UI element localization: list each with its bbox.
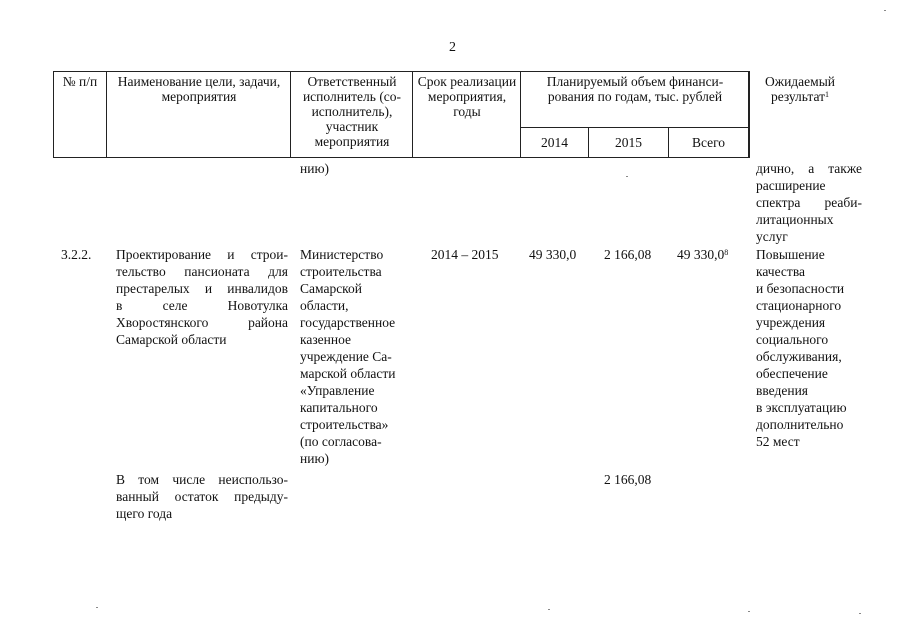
executor-continuation: нию)	[300, 161, 330, 176]
row-number: 3.2.2.	[61, 247, 92, 262]
scan-speck	[884, 10, 886, 11]
header-financing: Планируемый объем финанси- рования по годам, тыс. рублей	[546, 74, 724, 104]
header-executor: Ответственный исполнитель (со- исполнитель), участник мероприятия	[302, 74, 402, 149]
row-executor: Министерство строительства Самарской области, государственное казенное учреждение Са- марской области «Управление капитального строительства» (по согласова- нию)	[300, 247, 396, 466]
subrow-value-2015: 2 166,08	[604, 472, 652, 487]
scan-speck	[96, 607, 98, 608]
footnote-mark: 1	[825, 90, 830, 99]
header-2014: 2014	[541, 135, 568, 150]
scan-speck	[748, 611, 750, 612]
row-result: Повышение качества и безопасности стационарного учреждения социального обслуживания, обеспечение введения в эксплуатацию дополнительно 52 мест	[756, 247, 847, 449]
row-value-2014: 49 330,0	[529, 247, 577, 262]
row-divider	[520, 127, 748, 128]
result-continuation: дично, а также расширение спектра реаби- литационных услуг	[756, 161, 862, 244]
header-term: Срок реализации мероприятия, годы	[417, 74, 517, 119]
scan-speck	[626, 176, 628, 177]
footnote-mark: 8	[724, 248, 729, 257]
header-total: Всего	[691, 135, 726, 150]
row-value-total: 49 330,0$^8$	[677, 247, 729, 262]
header-result: Ожидаемый результат$^1$	[765, 74, 835, 104]
row-value-2015: 2 166,08	[604, 247, 652, 262]
page-number: 2	[449, 40, 456, 55]
row-term: 2014 – 2015	[431, 247, 499, 262]
scan-speck	[548, 609, 550, 610]
scan-speck	[859, 613, 861, 614]
row-name: Проектирование и строи- тельство пансионата для престарелых и инвалидов в селе Новотулка Хворостянского района Самарской области	[116, 247, 288, 347]
col-divider	[106, 71, 107, 158]
header-num: № п/п	[62, 74, 98, 89]
header-name: Наименование цели, задачи, мероприятия	[117, 74, 281, 104]
col-divider	[748, 71, 749, 158]
col-divider	[290, 71, 291, 158]
header-2015: 2015	[615, 135, 642, 150]
col-divider	[412, 71, 413, 158]
subrow-name: В том числе неиспользо- ванный остаток предыду- щего года	[116, 472, 288, 521]
